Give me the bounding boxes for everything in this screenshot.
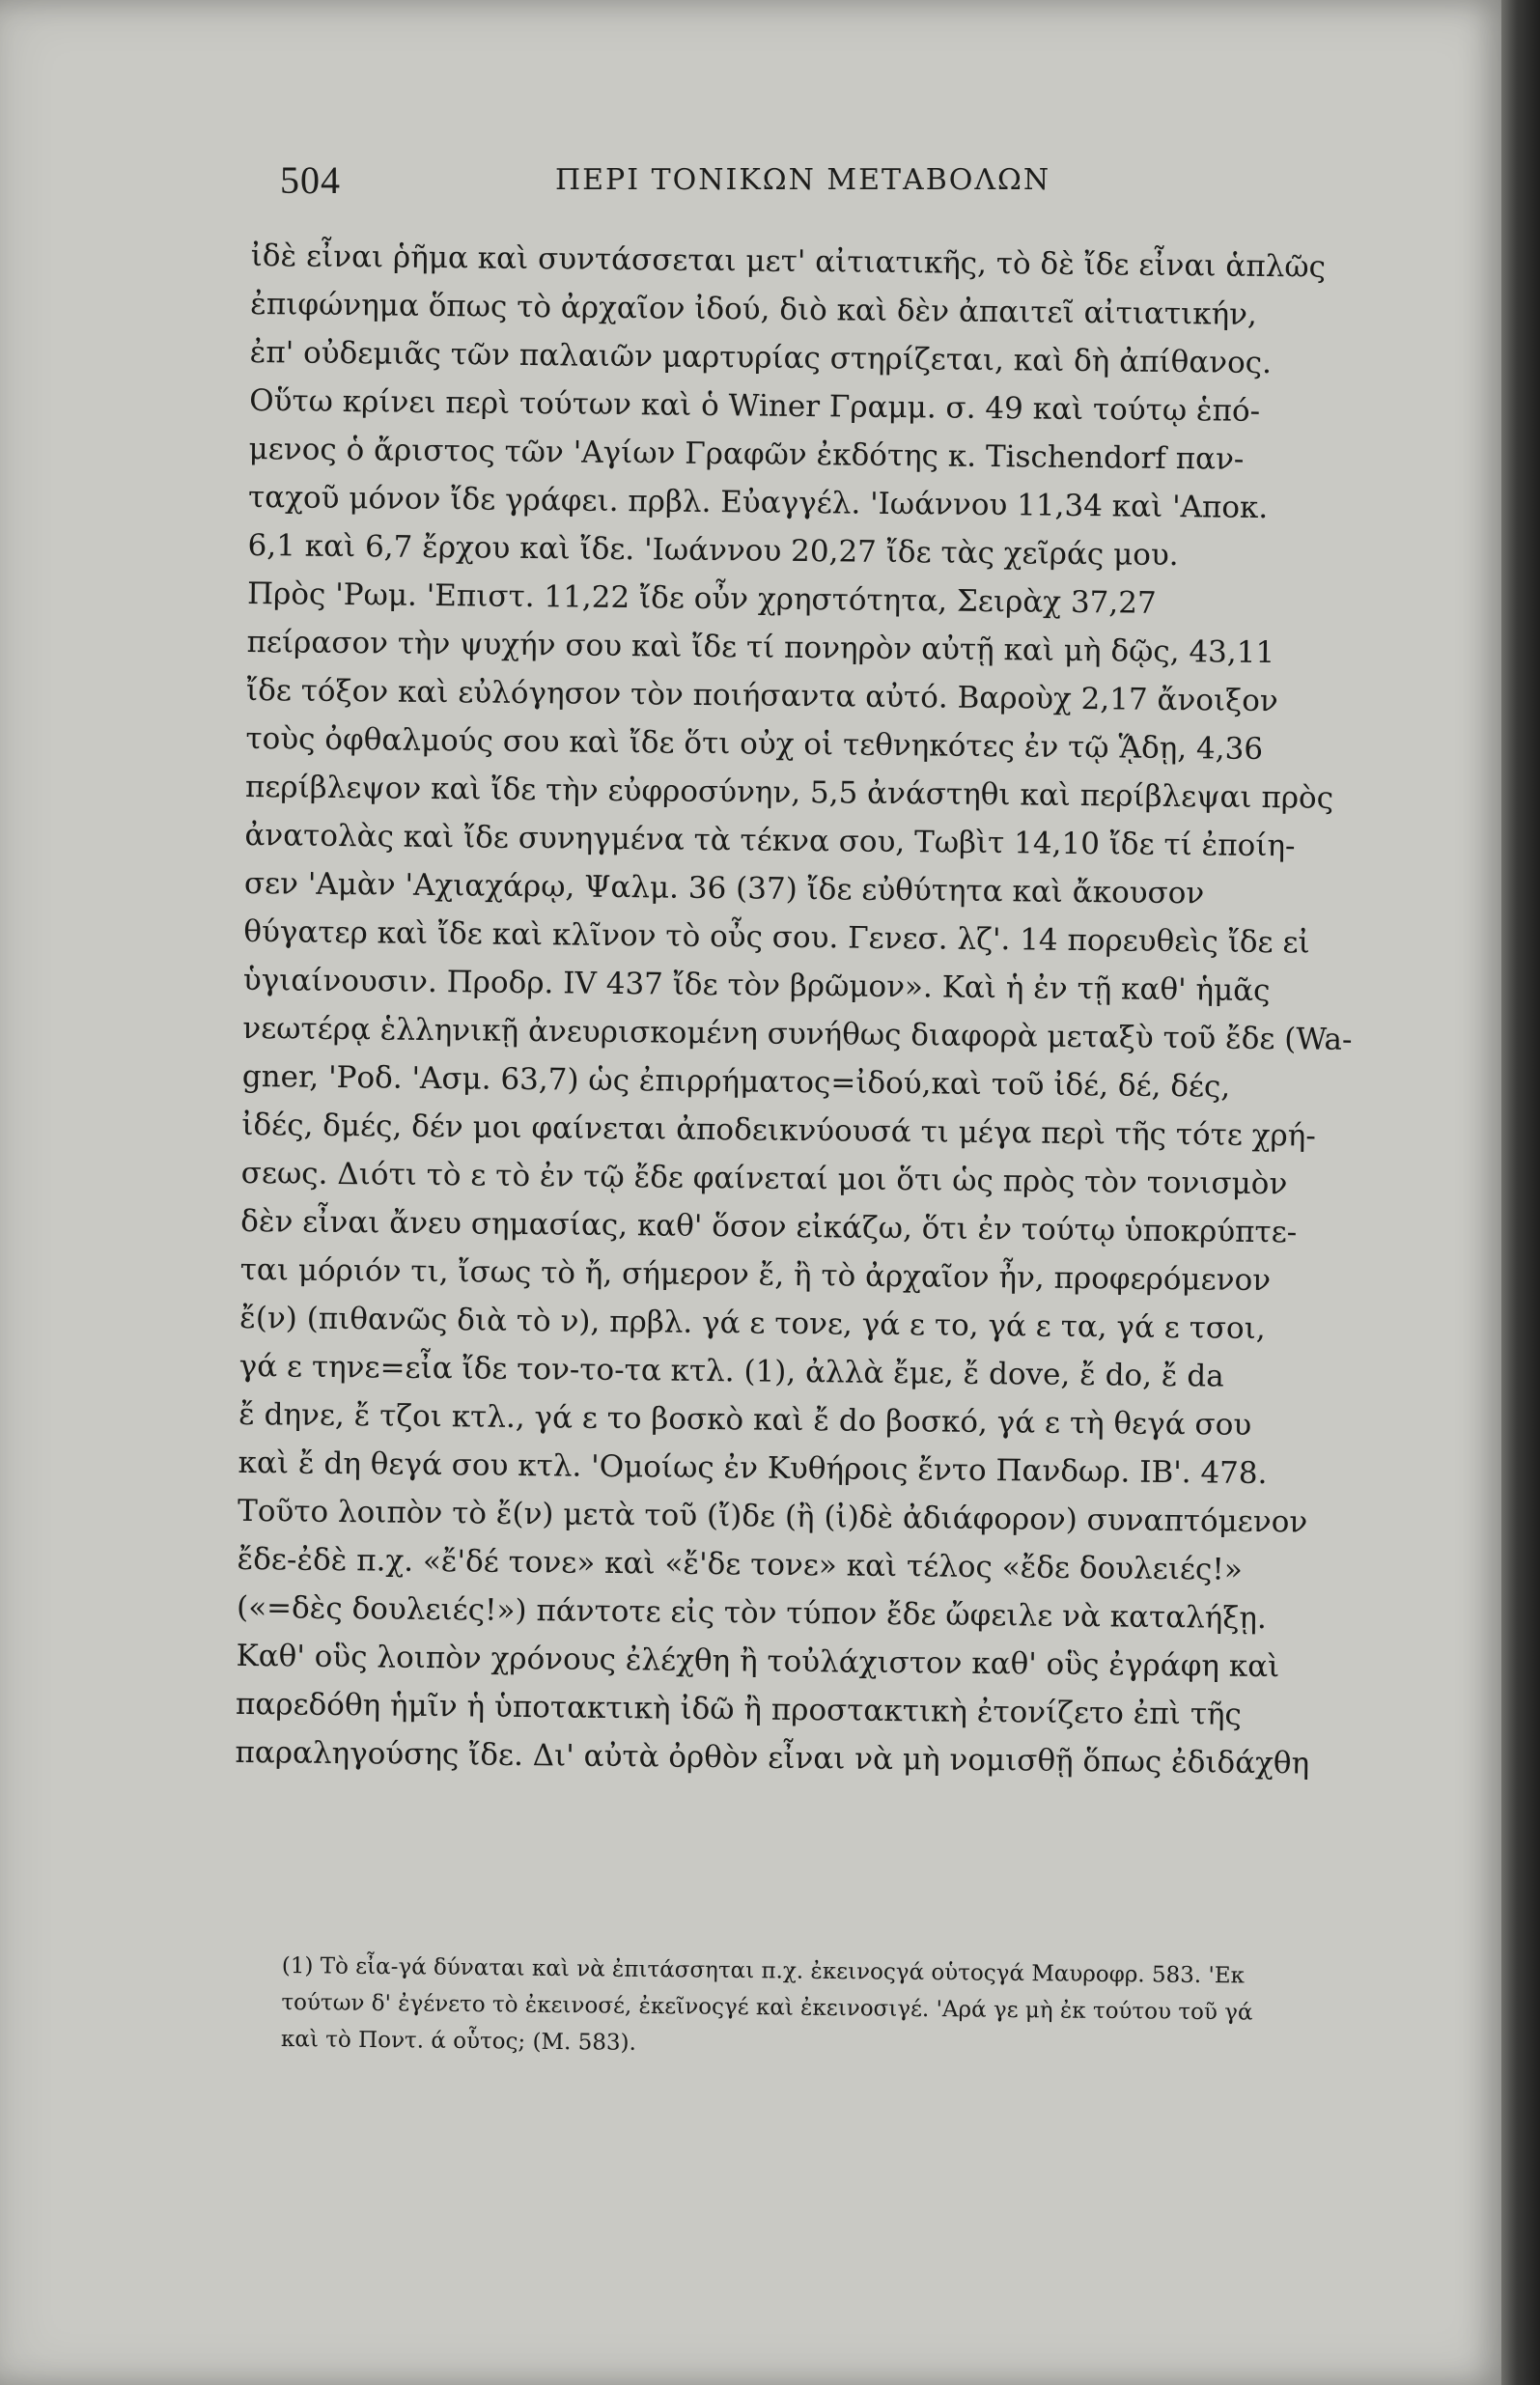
text-line: γά ε τηνε=εἶα ἴδε τον-το-τα κτλ. (1), ἀλλὰ ἔμε, ἔ dove, ἔ do, ἔ da [238, 1348, 1224, 1394]
text-line: Οὕτω κρίνει περὶ τούτων καὶ ὁ Winer Γραμμ. σ. 49 καὶ τούτῳ ἑπό- [248, 382, 1261, 429]
text-line: 6,1 καὶ 6,7 ἔρχου καὶ ἴδε. 'Ιωάννου 20,27 ἴδε τὰς χεῖράς μου. [247, 527, 1179, 574]
text-line: παρεδόθη ἡμῖν ἡ ὑποτακτικὴ ἰδῶ ἢ προστακτικὴ ἐτονίζετο ἐπὶ τῆς [235, 1686, 1243, 1732]
text-line: μενος ὁ ἄριστος τῶν 'Αγίων Γραφῶν ἐκδότης κ. Tischendorf παν- [248, 431, 1245, 477]
book-spine-shadow [1501, 0, 1540, 2385]
page-header [280, 157, 1424, 206]
text-line: ἔδε-ἐδὲ π.χ. «ἔ'δέ τονε» καὶ «ἔ'δε τονε» καὶ τέλος «ἔδε δουλειές!» [237, 1541, 1243, 1587]
text-line: Πρὸς 'Ρωμ. 'Επιστ. 11,22 ἴδε οὖν χρηστότητα, Σειρὰχ 37,27 [246, 575, 1157, 621]
text-line: παραληγούσης ἴδε. Δι' αὐτὰ ὀρθὸν εἶναι νὰ μὴ νομισθῇ ὅπως ἐδιδάχθη [235, 1734, 1310, 1782]
body-text [235, 232, 1439, 1789]
running-title: ΠΕΡΙ ΤΟΝΙΚΩΝ ΜΕΤΑΒΟΛΩΝ [555, 163, 1051, 197]
text-line: ταχοῦ μόνον ἴδε γράφει. πρβλ. Εὐαγγέλ. 'Ιωάννου 11,34 καὶ 'Αποκ. [247, 479, 1269, 526]
text-line: ὑγιαίνουσιν. Προδρ. IV 437 ἴδε τὸν βρῶμον». Καὶ ἡ ἐν τῇ καθ' ἡμᾶς [242, 962, 1271, 1009]
text-line: ἰδές, δμές, δέν μοι φαίνεται ἀποδεικνύουσά τι μέγα περὶ τῆς τότε χρή- [241, 1107, 1316, 1154]
text-line: ἴδε τόξον καὶ εὐλόγησον τὸν ποιήσαντα αὐτό. Βαροὺχ 2,17 ἄνοιξον [245, 672, 1278, 719]
text-line: σεως. Διότι τὸ ε τὸ ἐν τῷ ἔδε φαίνεταί μοι ὅτι ὡς πρὸς τὸν τονισμὸν [240, 1155, 1288, 1202]
text-line: νεωτέρᾳ ἑλληνικῇ ἀνευρισκομένη συνήθως διαφορὰ μεταξὺ τοῦ ἔδε (Wa- [242, 1010, 1353, 1057]
text-line: ἰδὲ εἶναι ῥῆμα καὶ συντάσσεται μετ' αἰτιατικῆς, τὸ δὲ ἴδε εἶναι ἁπλῶς [250, 238, 1327, 285]
footnotes [281, 1948, 1441, 2070]
text-line: καὶ ἔ dη θεγά σου κτλ. 'Ομοίως ἐν Κυθήροις ἔντο Πανδωρ. ΙΒ'. 478. [238, 1445, 1268, 1492]
text-line: τοὺς ὀφθαλμούς σου καὶ ἴδε ὅτι οὐχ οἱ τεθνηκότες ἐν τῷ ᾍδῃ, 4,36 [245, 720, 1264, 768]
text-line: Τοῦτο λοιπὸν τὸ ἔ(ν) μετὰ τοῦ (ἴ)δε (ἢ (ἰ)δὲ ἀδιάφορον) συναπτόμενον [237, 1493, 1308, 1540]
text-line: gner, 'Ροδ. 'Ασμ. 63,7) ὡς ἐπιρρήματος=ἰδού,καὶ τοῦ ἰδέ, δέ, δές, [241, 1058, 1231, 1105]
footnote-line: (1) Τὸ εἶα-γά δύναται καὶ νὰ ἐπιτάσσηται π.χ. ἐκεινοςγά οὑτοςγά Μαυροφρ. 583. 'Εκ [281, 1952, 1246, 1989]
text-line: ἔ(ν) (πιθανῶς διὰ τὸ ν), πρβλ. γά ε τονε, γά ε το, γά ε τα, γά ε τσοι, [239, 1300, 1266, 1347]
text-line: δὲν εἶναι ἄνευ σημασίας, καθ' ὅσον εἰκάζω, ὅτι ἐν τούτῳ ὑποκρύπτε- [240, 1203, 1298, 1250]
text-line: Καθ' οὓς λοιπὸν χρόνους ἐλέχθη ἢ τοὐλάχιστον καθ' οὓς ἐγράφη καὶ [236, 1638, 1280, 1685]
text-line: θύγατερ καὶ ἴδε καὶ κλῖνον τὸ οὖς σου. Γενεσ. λζ'. 14 πορευθεὶς ἴδε εἰ [243, 913, 1310, 961]
text-line: ἐπ' οὐδεμιᾶς τῶν παλαιῶν μαρτυρίας στηρίζεται, καὶ δὴ ἀπίθανος. [249, 334, 1273, 381]
text-line: ἀνατολὰς καὶ ἴδε συνηγμένα τὰ τέκνα σου, Τωβὶτ 14,10 ἴδε τί ἐποίη- [244, 817, 1296, 864]
text-line: σεν 'Αμὰν 'Αχιαχάρῳ, Ψαλμ. 36 (37) ἴδε εὐθύτητα καὶ ἄκουσον [243, 865, 1205, 912]
footnote-line: τούτων δ' ἐγένετο τὸ ἐκεινοσέ, ἐκεῖνοςγέ καὶ ἐκεινοσιγέ. 'Αρά γε μὴ ἐκ τούτου τοῦ γά [281, 1989, 1253, 2026]
text-line: ἔ dηνε, ἔ τζοι κτλ., γά ε το βοσκὸ καὶ ἔ do βοσκό, γά ε τὴ θεγά σου [238, 1396, 1252, 1443]
text-line: ἐπιφώνημα ὅπως τὸ ἀρχαῖον ἰδού, διὸ καὶ δὲν ἀπαιτεῖ αἰτιατικήν, [250, 286, 1258, 332]
page-number: 504 [280, 158, 341, 202]
footnote-line: καὶ τὸ Ποντ. ά οὗτος; (Μ. 583). [280, 2026, 636, 2056]
text-line: ται μόριόν τι, ἴσως τὸ ἤ, σήμερον ἔ, ἢ τὸ ἀρχαῖον ἦν, προφερόμενον [239, 1251, 1272, 1299]
text-line: περίβλεψον καὶ ἴδε τὴν εὐφροσύνην, 5,5 ἀνάστηθι καὶ περίβλεψαι πρὸς [244, 769, 1334, 816]
text-line: («=δὲς δουλειές!») πάντοτε εἰς τὸν τύπον ἔδε ὤφειλε νὰ καταλήξῃ. [236, 1589, 1268, 1637]
text-line: πείρασον τὴν ψυχήν σου καὶ ἴδε τί πονηρὸν αὐτῇ καὶ μὴ δῷς, 43,11 [246, 624, 1275, 671]
